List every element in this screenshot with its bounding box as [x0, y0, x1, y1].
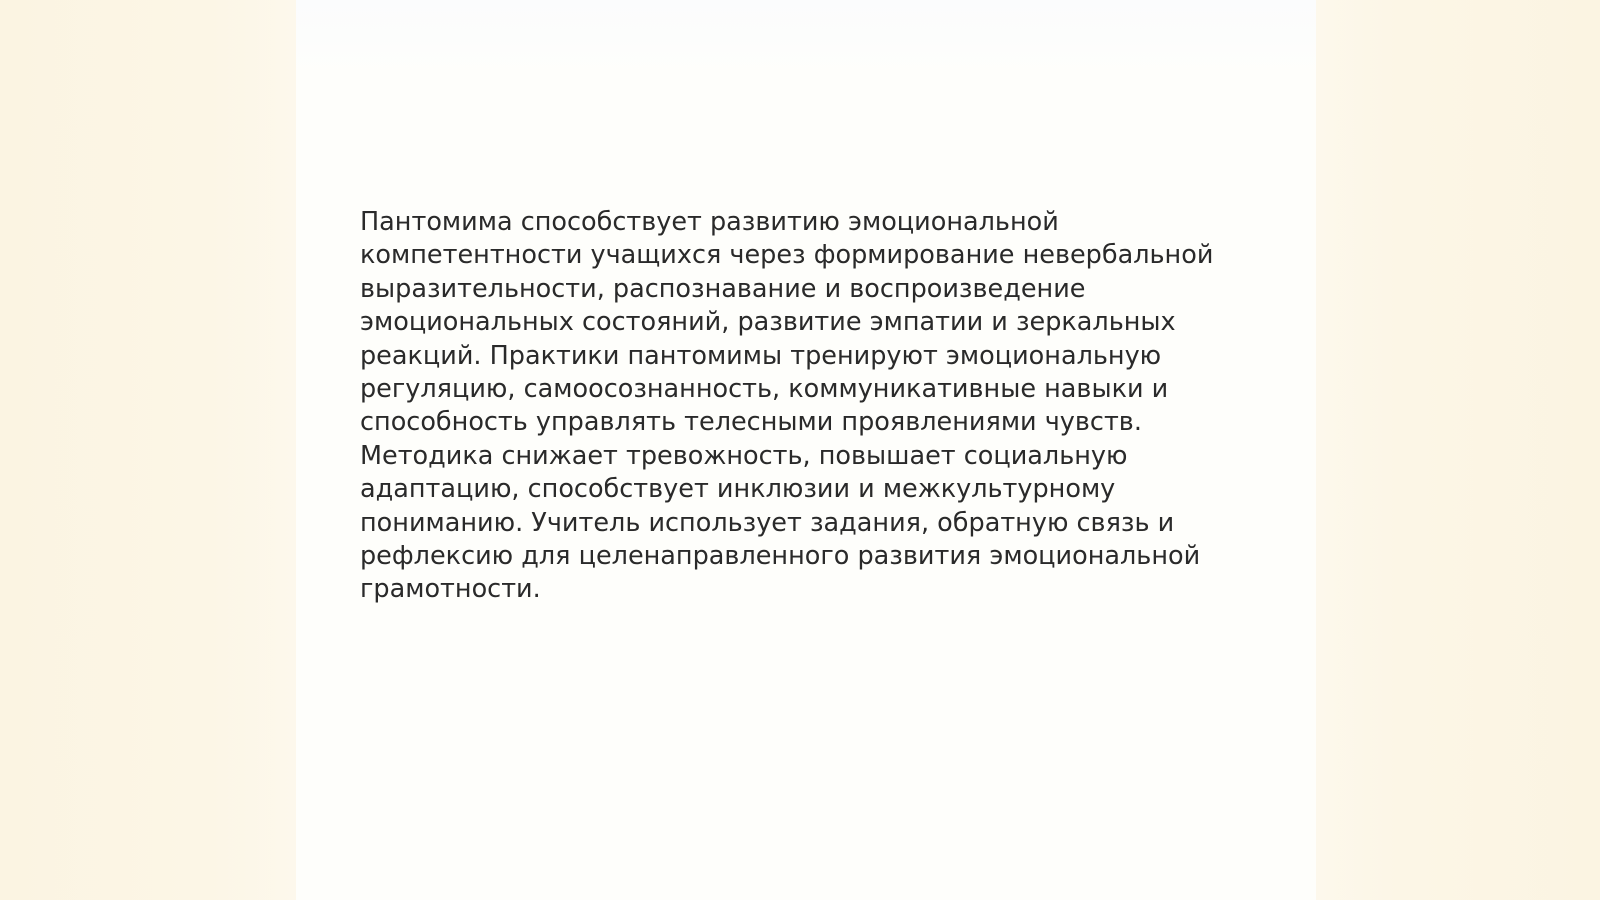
slide-canvas: [296, 0, 1316, 900]
background-left-margin: [0, 0, 296, 900]
slide-body-text: Пантомима способствует развитию эмоциональной компетентности учащихся через формирование невербальной выразительности, распознавание и воспроизведение эмоциональных состояний, развитие эмпатии и зеркальных реакций. Практики пантомимы тренируют эмоциональную регуляцию, самоосознанность, коммуникативные навыки и способность управлять телесными проявлениями чувств. Методика снижает тревожность, повышает социальную адаптацию, способствует инклюзии и межкультурному пониманию. Учитель использует задания, обратную связь и рефлексию для целенаправленного развития эмоциональной грамотности.: [360, 207, 1214, 605]
background-right-margin: [1316, 0, 1600, 900]
